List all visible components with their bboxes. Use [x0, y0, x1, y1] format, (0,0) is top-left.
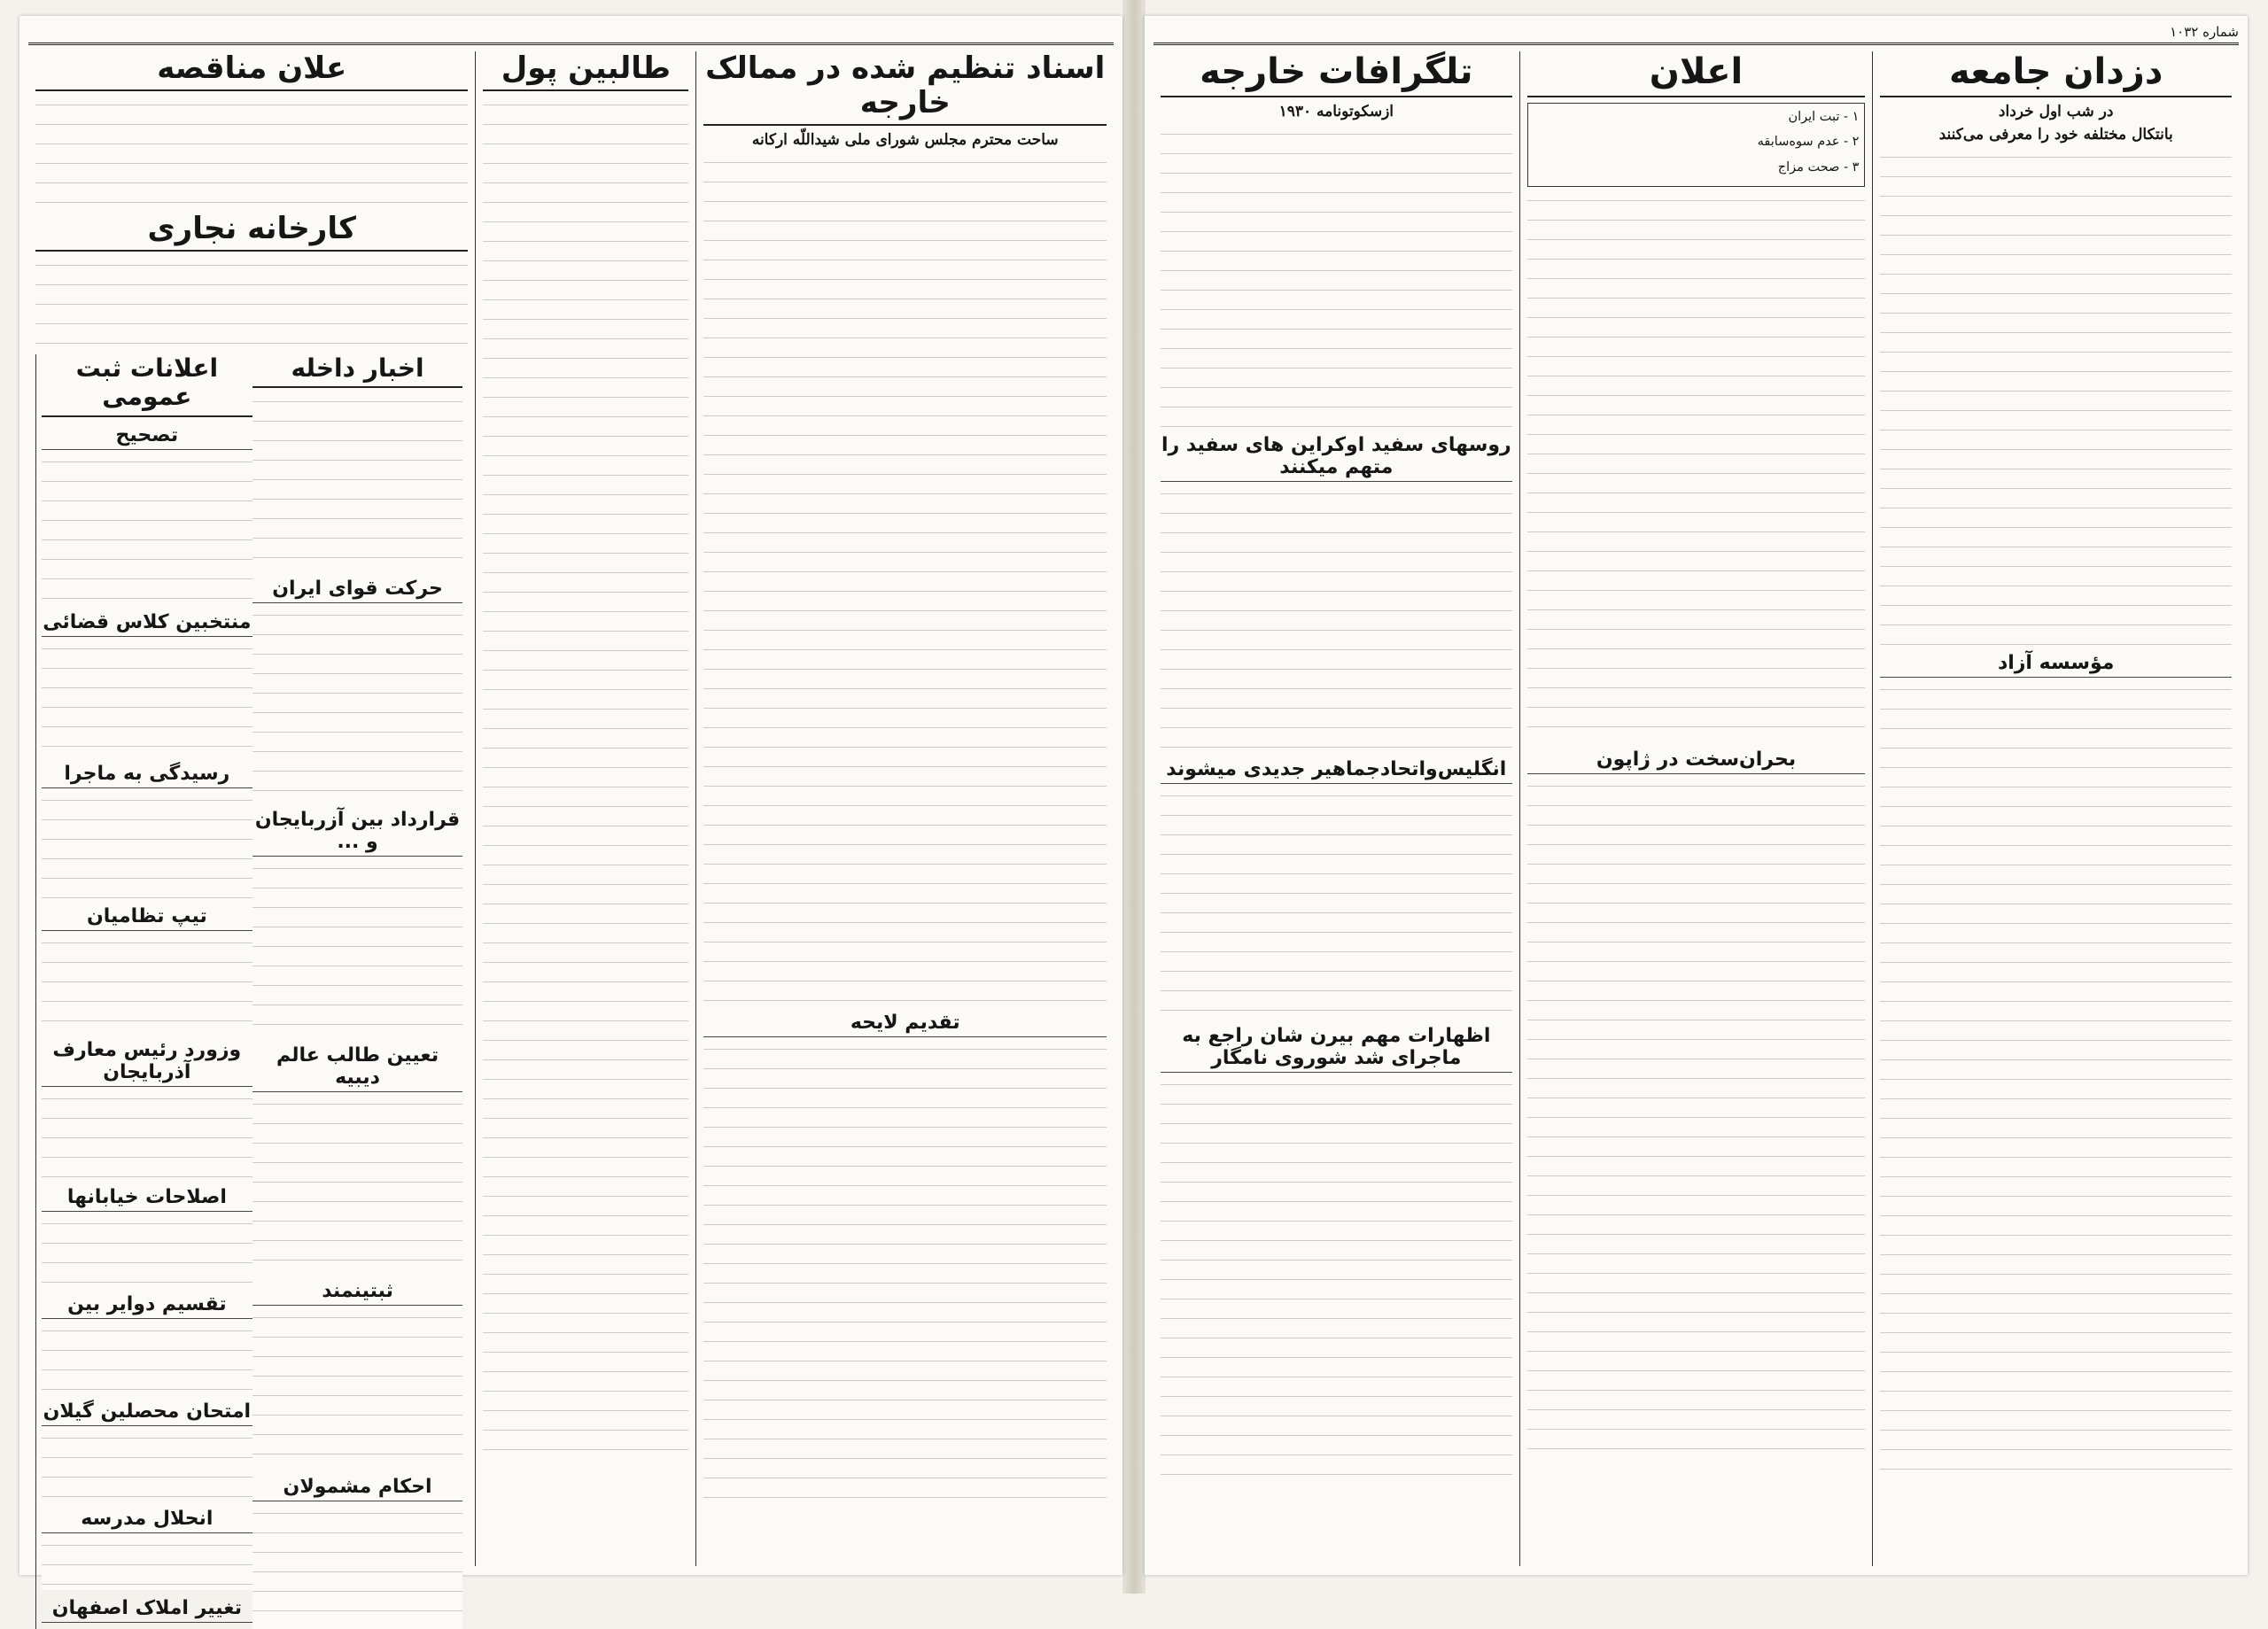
sub-column-domestic: [252, 354, 469, 1629]
body-text-registration: [42, 454, 252, 604]
body-text-reg-3: [42, 935, 252, 1032]
newspaper-page-left: [19, 16, 1122, 1619]
newspaper-page-right: [1145, 16, 2248, 1575]
body-text-dom-5: [252, 1505, 463, 1629]
subhead-parliament: ساحت محترم مجلس شورای ملی شیداللّه ارکانه: [751, 131, 1059, 150]
subhead-dom-1: حرکت قوای ایران: [252, 578, 463, 603]
body-text-domestic: [252, 393, 463, 570]
notice-req-3: ۳ - صحت مزاج: [1777, 159, 1860, 175]
column-thieves: [1872, 51, 2239, 1566]
body-text-dom-1: [252, 607, 463, 802]
body-text-tender: [35, 97, 468, 212]
subhead-reg-4: وزورد رئیس معارف آذربایجان: [42, 1039, 252, 1087]
subhead-thieves-2: بانتکال مختلفه خود را معرفی می‌کنند: [1938, 126, 2173, 144]
body-text-telegrams: [1161, 126, 1512, 427]
subhead-reg-7: امتحان محصلین گیلان: [42, 1400, 252, 1426]
notice-req-2: ۲ - عدم سوه‌سابقه: [1757, 135, 1860, 150]
page-header-left: [28, 21, 1114, 45]
column-tender: [28, 50, 475, 1619]
subhead-telegram-3: اظهارات مهم بیرن شان راجع به ماجرای شد شوروی نامگار: [1161, 1025, 1512, 1073]
subhead-bill: تقدیم لایحه: [703, 1012, 1107, 1037]
body-text-reg-5: [42, 1215, 252, 1286]
column-telegrams: [1153, 51, 1519, 1566]
headline-domestic: اخبار داخله: [252, 354, 463, 388]
headline-foreign-docs: اسناد تنظیم شده در ممالک خارجه: [703, 51, 1107, 126]
telegrams-dateline: ازسکوتونامه ۱۹۳۰: [1278, 103, 1394, 120]
headline-tender: علان مناقصه: [35, 51, 468, 91]
body-text-reg-8: [42, 1537, 252, 1590]
body-text-reg-7: [42, 1430, 252, 1501]
subhead-dom-4: ثبتینمند: [252, 1280, 463, 1306]
subhead-reg-8: انحلال مدرسه: [42, 1508, 252, 1533]
body-text-reg-6: [42, 1323, 252, 1393]
body-text-dom-4: [252, 1309, 463, 1469]
headline-gold: طالبین پول: [483, 51, 688, 91]
body-text-reg-2: [42, 792, 252, 898]
notice-req-1: ۱ - تبت ایران: [1788, 110, 1860, 124]
body-text-reg-1: [42, 640, 252, 756]
body-text-foreign-2: [703, 1041, 1107, 1501]
headline-carpentry: کارخانه نجاری: [35, 212, 468, 252]
subhead-japan-crisis: بحران‌سخت در ژاپون: [1527, 749, 1866, 774]
subhead-telegram-1: روسهای سفید اوکراین های سفید را متهم میکنند: [1161, 434, 1512, 482]
body-text-thieves-2: [1880, 681, 2232, 1478]
notice-requirements: [1527, 103, 1866, 187]
page-gutter: [1122, 0, 1146, 1594]
subhead-dom-5: احکام مشمولان: [252, 1476, 463, 1501]
subhead-institute: مؤسسه آزاد: [1880, 652, 2232, 678]
columns-left: [28, 50, 1114, 1619]
subhead-reg-6: تقسیم دوایر بین: [42, 1293, 252, 1319]
subhead-dom-3: تعیین طالب عالم دیبیه: [252, 1044, 463, 1092]
headline-telegrams: تلگرافات خارجه: [1161, 51, 1512, 97]
sub-column-registration: [35, 354, 252, 1629]
subhead-reg-2: رسیدگی به ماجرا: [42, 763, 252, 788]
body-text-notice: [1527, 192, 1866, 741]
headline-notice: اعلان: [1527, 51, 1866, 97]
body-text-dom-2: [252, 860, 463, 1037]
headline-thieves: دزدان جامعه: [1880, 51, 2232, 97]
body-text-japan: [1527, 778, 1866, 1451]
body-text-dom-3: [252, 1096, 463, 1273]
body-text-thieves: [1880, 149, 2232, 645]
column-gold: [475, 51, 695, 1566]
headline-registration: اعلانات ثبت عمومی: [42, 354, 252, 416]
body-text-telegrams-2: [1161, 485, 1512, 751]
body-text-gold: [483, 97, 688, 1461]
body-text-foreign: [703, 154, 1107, 1005]
body-text-telegrams-4: [1161, 1076, 1512, 1484]
page-header-right: [1153, 21, 2239, 45]
subhead-dom-2: قرارداد بین آزربایجان و ...: [252, 809, 463, 857]
issue-number: شماره ۱۰۳۲: [2170, 24, 2239, 40]
subhead-reg-5: اصلاحات خیابانها: [42, 1186, 252, 1212]
subhead-correction: تصحیح: [42, 424, 252, 450]
subhead-thieves-night: در شب اول خرداد: [1998, 103, 2114, 120]
body-text-carpentry: [35, 257, 468, 354]
tender-split: [35, 354, 468, 1629]
column-notice: [1519, 51, 1873, 1566]
subhead-reg-9: تغییر املاک اصفهان: [42, 1597, 252, 1623]
body-text-telegrams-3: [1161, 787, 1512, 1018]
columns-right: [1153, 51, 2239, 1566]
body-text-reg-4: [42, 1090, 252, 1179]
subhead-reg-1: منتخبین کلاس قضائی: [42, 611, 252, 637]
column-foreign-docs: [695, 51, 1114, 1566]
subhead-reg-3: تیپ تظامیان: [42, 905, 252, 931]
subhead-telegram-2: انگلیس‌واتحادجماهیر جدیدی میشوند: [1161, 758, 1512, 784]
